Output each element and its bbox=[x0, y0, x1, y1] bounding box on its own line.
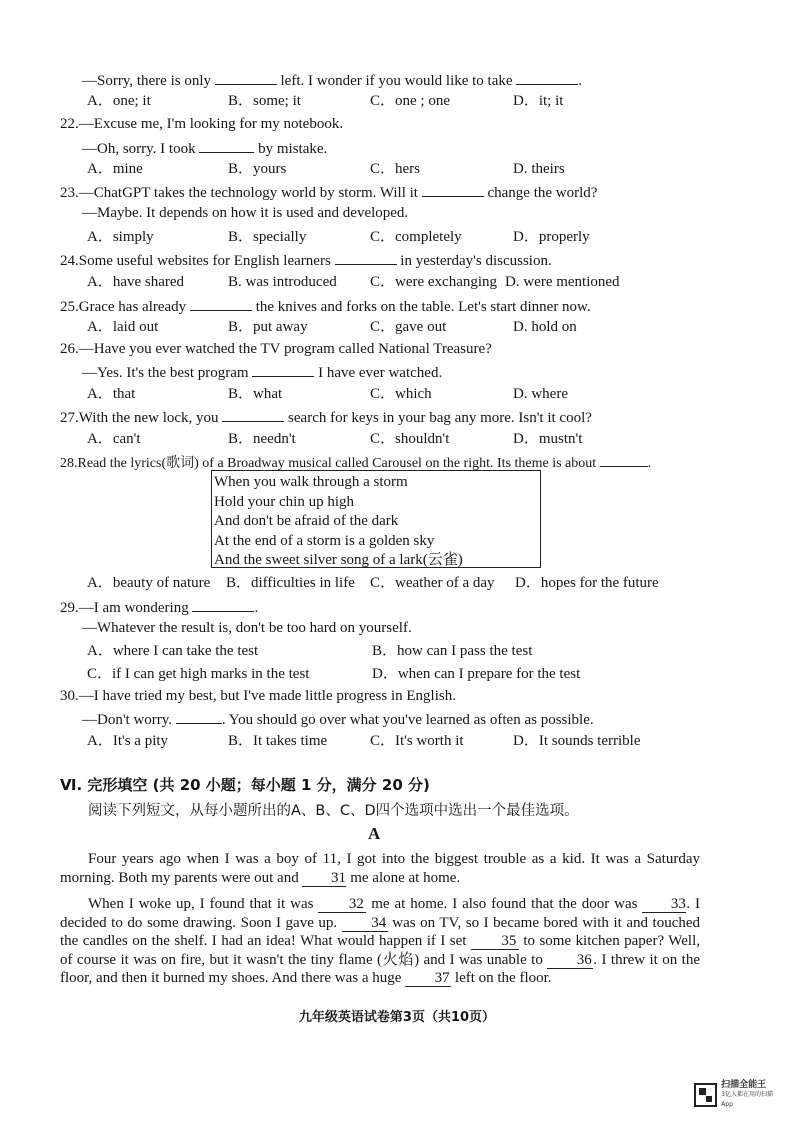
q30-text-3: . You should go over what you've learned as often as possible. bbox=[221, 712, 594, 728]
q26-option-b[interactable]: B．what bbox=[228, 386, 283, 402]
passage-text: When I woke up, I found that it was bbox=[88, 896, 314, 912]
q30-text: —I have tried my best, but I've made little progress in English. bbox=[78, 688, 456, 704]
lyrics-line: Hold your chin up high bbox=[214, 493, 354, 510]
q24-option-d[interactable]: D. were mentioned bbox=[505, 274, 620, 290]
q29-text: —I am wondering bbox=[78, 600, 189, 616]
q26-text-3: I have ever watched. bbox=[318, 365, 443, 381]
q28-text: Read the lyrics(歌词) of a Broadway musical called Carousel on the right. Its theme is about bbox=[77, 456, 597, 471]
question-number: 22. bbox=[60, 116, 79, 132]
answer-blank bbox=[222, 407, 284, 422]
scanner-label: 扫描全能王 bbox=[721, 1080, 767, 1090]
q30-line-2 bbox=[82, 709, 594, 729]
answer-blank bbox=[600, 452, 648, 467]
passage-paragraph-2 bbox=[60, 895, 700, 988]
q28-option-c[interactable]: C．weather of a day bbox=[370, 575, 495, 591]
passage-text: me alone at home. bbox=[350, 869, 461, 886]
q28-option-a[interactable]: A．beauty of nature bbox=[87, 575, 211, 591]
cloze-blank-37[interactable]: 37 bbox=[405, 970, 451, 987]
punct: . bbox=[647, 456, 652, 471]
q22-option-c[interactable]: C．hers bbox=[370, 161, 420, 177]
q24-option-b[interactable]: B. was introduced bbox=[228, 274, 337, 290]
cloze-blank-36[interactable]: 36 bbox=[547, 952, 593, 969]
q25-line-1 bbox=[60, 296, 591, 316]
q30-option-d[interactable]: D．It sounds terrible bbox=[513, 733, 641, 749]
question-number: 25. bbox=[60, 299, 79, 315]
q29-option-b[interactable]: B．how can I pass the test bbox=[372, 643, 533, 659]
answer-blank bbox=[199, 138, 254, 153]
q27-option-b[interactable]: B．needn't bbox=[228, 431, 296, 447]
passage-text: left on the floor. bbox=[454, 970, 552, 986]
q27-option-c[interactable]: C．shouldn't bbox=[370, 431, 450, 447]
q25-option-a[interactable]: A．laid out bbox=[87, 319, 159, 335]
q23-text: —ChatGPT takes the technology world by storm. Will it bbox=[78, 185, 418, 201]
qr-code-icon bbox=[694, 1083, 717, 1107]
q30-line-1 bbox=[60, 687, 456, 705]
q21-option-b[interactable]: B．some; it bbox=[228, 93, 301, 109]
q26-line-2 bbox=[82, 362, 442, 382]
scanner-sub: 3亿人都在用的扫描App bbox=[721, 1091, 773, 1108]
lyrics-line: At the end of a storm is a golden sky bbox=[214, 532, 435, 549]
answer-blank bbox=[252, 362, 314, 377]
q25-text-2: the knives and forks on the table. Let's start dinner now. bbox=[255, 299, 591, 315]
passage-text: me at home. I also found that the door was bbox=[371, 896, 638, 912]
cloze-blank-32[interactable]: 32 bbox=[318, 896, 366, 913]
q21-option-c[interactable]: C．one ; one bbox=[370, 93, 450, 109]
q23-option-d[interactable]: D．properly bbox=[513, 229, 590, 245]
answer-blank bbox=[192, 597, 254, 612]
question-number: 26. bbox=[60, 341, 79, 357]
q27-line-1 bbox=[60, 407, 592, 427]
passage-paragraph-1 bbox=[60, 850, 700, 887]
q21-text: —Sorry, there is only bbox=[82, 73, 212, 89]
question-number: 27. bbox=[60, 410, 79, 426]
question-number: 29. bbox=[60, 600, 79, 616]
q30-text-2: —Don't worry. bbox=[82, 712, 173, 728]
q23-option-b[interactable]: B．specially bbox=[228, 229, 307, 245]
q22-option-b[interactable]: B．yours bbox=[228, 161, 287, 177]
answer-blank bbox=[335, 250, 397, 265]
q22-text-3: by mistake. bbox=[258, 141, 328, 157]
question-number: 24. bbox=[60, 253, 79, 269]
q23-line-1 bbox=[60, 182, 597, 202]
q26-option-a[interactable]: A．that bbox=[87, 386, 136, 402]
section-heading: Ⅵ. 完形填空 (共 20 小题；每小题 1 分，满分 20 分) bbox=[60, 776, 430, 794]
page-footer: 九年级英语试卷第3页（共10页） bbox=[298, 1010, 496, 1025]
q30-option-b[interactable]: B．It takes time bbox=[228, 733, 328, 749]
q26-text: —Have you ever watched the TV program called National Treasure? bbox=[78, 341, 492, 357]
q21-line bbox=[82, 70, 582, 90]
q24-text-2: in yesterday's discussion. bbox=[400, 253, 552, 269]
q26-option-c[interactable]: C．which bbox=[370, 386, 432, 402]
q22-option-a[interactable]: A．mine bbox=[87, 161, 143, 177]
q22-option-d[interactable]: D. theirs bbox=[513, 161, 565, 177]
question-number: 23. bbox=[60, 185, 79, 201]
q27-text-2: search for keys in your bag any more. Isn't it cool? bbox=[288, 410, 592, 426]
passage-text: . I threw it on the floor, and then it burned my shoes. And there was a huge bbox=[60, 951, 701, 986]
q22-text-2: —Oh, sorry. I took bbox=[82, 141, 196, 157]
q30-option-a[interactable]: A．It's a pity bbox=[87, 733, 169, 749]
q22-text: —Excuse me, I'm looking for my notebook. bbox=[78, 116, 344, 132]
passage-text: Four years ago when I was a boy of 11, I got into the biggest trouble as a kid. It was a Saturday morning. Both my parents were out and bbox=[60, 851, 700, 886]
q24-line-1 bbox=[60, 250, 552, 270]
section-instruction: 阅读下列短文，从每小题所出的A、B、C、D四个选项中选出一个最佳选项。 bbox=[88, 803, 579, 819]
q23-line-2: —Maybe. It depends on how it is used and developed. bbox=[82, 205, 409, 221]
answer-blank bbox=[176, 709, 222, 724]
q27-option-a[interactable]: A．can't bbox=[87, 431, 141, 447]
passage-text: . I decided to do some drawing. Soon I gave up. bbox=[60, 896, 700, 931]
question-number: 30. bbox=[60, 688, 79, 704]
q24-text: Some useful websites for English learners bbox=[78, 253, 331, 269]
lyrics-line: When you walk through a storm bbox=[214, 474, 408, 490]
q23-option-c[interactable]: C．completely bbox=[370, 229, 462, 245]
q26-line-1 bbox=[60, 340, 492, 358]
q24-option-c[interactable]: C．were exchanging bbox=[370, 274, 498, 290]
q22-line-2 bbox=[82, 138, 327, 158]
q29-option-d[interactable]: D．when can I prepare for the test bbox=[372, 666, 581, 682]
q29-option-a[interactable]: A．where I can take the test bbox=[87, 643, 259, 659]
part-label: A bbox=[368, 824, 381, 843]
q26-option-d[interactable]: D. where bbox=[513, 386, 568, 402]
cloze-blank-34[interactable]: 34 bbox=[342, 915, 388, 932]
q22-line-1 bbox=[60, 115, 343, 133]
q29-option-c[interactable]: C．if I can get high marks in the test bbox=[87, 666, 310, 682]
cloze-blank-33[interactable]: 33 bbox=[642, 896, 686, 913]
q27-text: With the new lock, you bbox=[78, 410, 219, 426]
scanner-watermark bbox=[694, 1079, 782, 1111]
lyrics-box bbox=[211, 470, 541, 568]
cloze-blank-31[interactable]: 31 bbox=[302, 870, 346, 887]
cloze-blank-35[interactable]: 35 bbox=[471, 933, 519, 950]
q23-text-2: change the world? bbox=[487, 185, 598, 201]
q26-text-2: —Yes. It's the best program bbox=[82, 365, 249, 381]
answer-blank bbox=[516, 70, 578, 85]
answer-blank bbox=[422, 182, 484, 197]
q28-option-b[interactable]: B．difficulties in life bbox=[226, 575, 355, 591]
q29-line-2: —Whatever the result is, don't be too hard on yourself. bbox=[82, 620, 412, 636]
answer-blank bbox=[215, 70, 277, 85]
question-number: 28. bbox=[60, 456, 78, 471]
q25-option-d[interactable]: D. hold on bbox=[513, 319, 577, 335]
q28-option-d[interactable]: D．hopes for the future bbox=[515, 575, 659, 591]
lyrics-line: And don't be afraid of the dark bbox=[214, 513, 399, 529]
q21-option-d[interactable]: D．it; it bbox=[513, 93, 564, 109]
q24-option-a[interactable]: A．have shared bbox=[87, 274, 185, 290]
q21-text-2: left. I wonder if you would like to take bbox=[280, 73, 513, 89]
q27-option-d[interactable]: D．mustn't bbox=[513, 431, 583, 447]
answer-blank bbox=[190, 296, 252, 311]
q25-text: Grace has already bbox=[78, 299, 187, 315]
q25-option-c[interactable]: C．gave out bbox=[370, 319, 447, 335]
q25-option-b[interactable]: B．put away bbox=[228, 319, 308, 335]
q29-line-1 bbox=[60, 597, 258, 617]
q21-option-a[interactable]: A．one; it bbox=[87, 93, 151, 109]
punct: . bbox=[578, 73, 583, 89]
lyrics-line: And the sweet silver song of a lark(云雀) bbox=[214, 552, 463, 568]
passage-text: was on TV, so I became bored with it and touched the candles on the shelf. I had an idea! What would happen if I set bbox=[60, 914, 701, 949]
q30-option-c[interactable]: C．It's worth it bbox=[370, 733, 464, 749]
scanner-label-group bbox=[721, 1080, 782, 1110]
passage-text: to some kitchen paper? Well, of course it was on fire, but it wasn't the tiny flame (火焰) and I was unable to bbox=[60, 933, 700, 968]
punct: . bbox=[254, 600, 259, 616]
q23-option-a[interactable]: A．simply bbox=[87, 229, 154, 245]
